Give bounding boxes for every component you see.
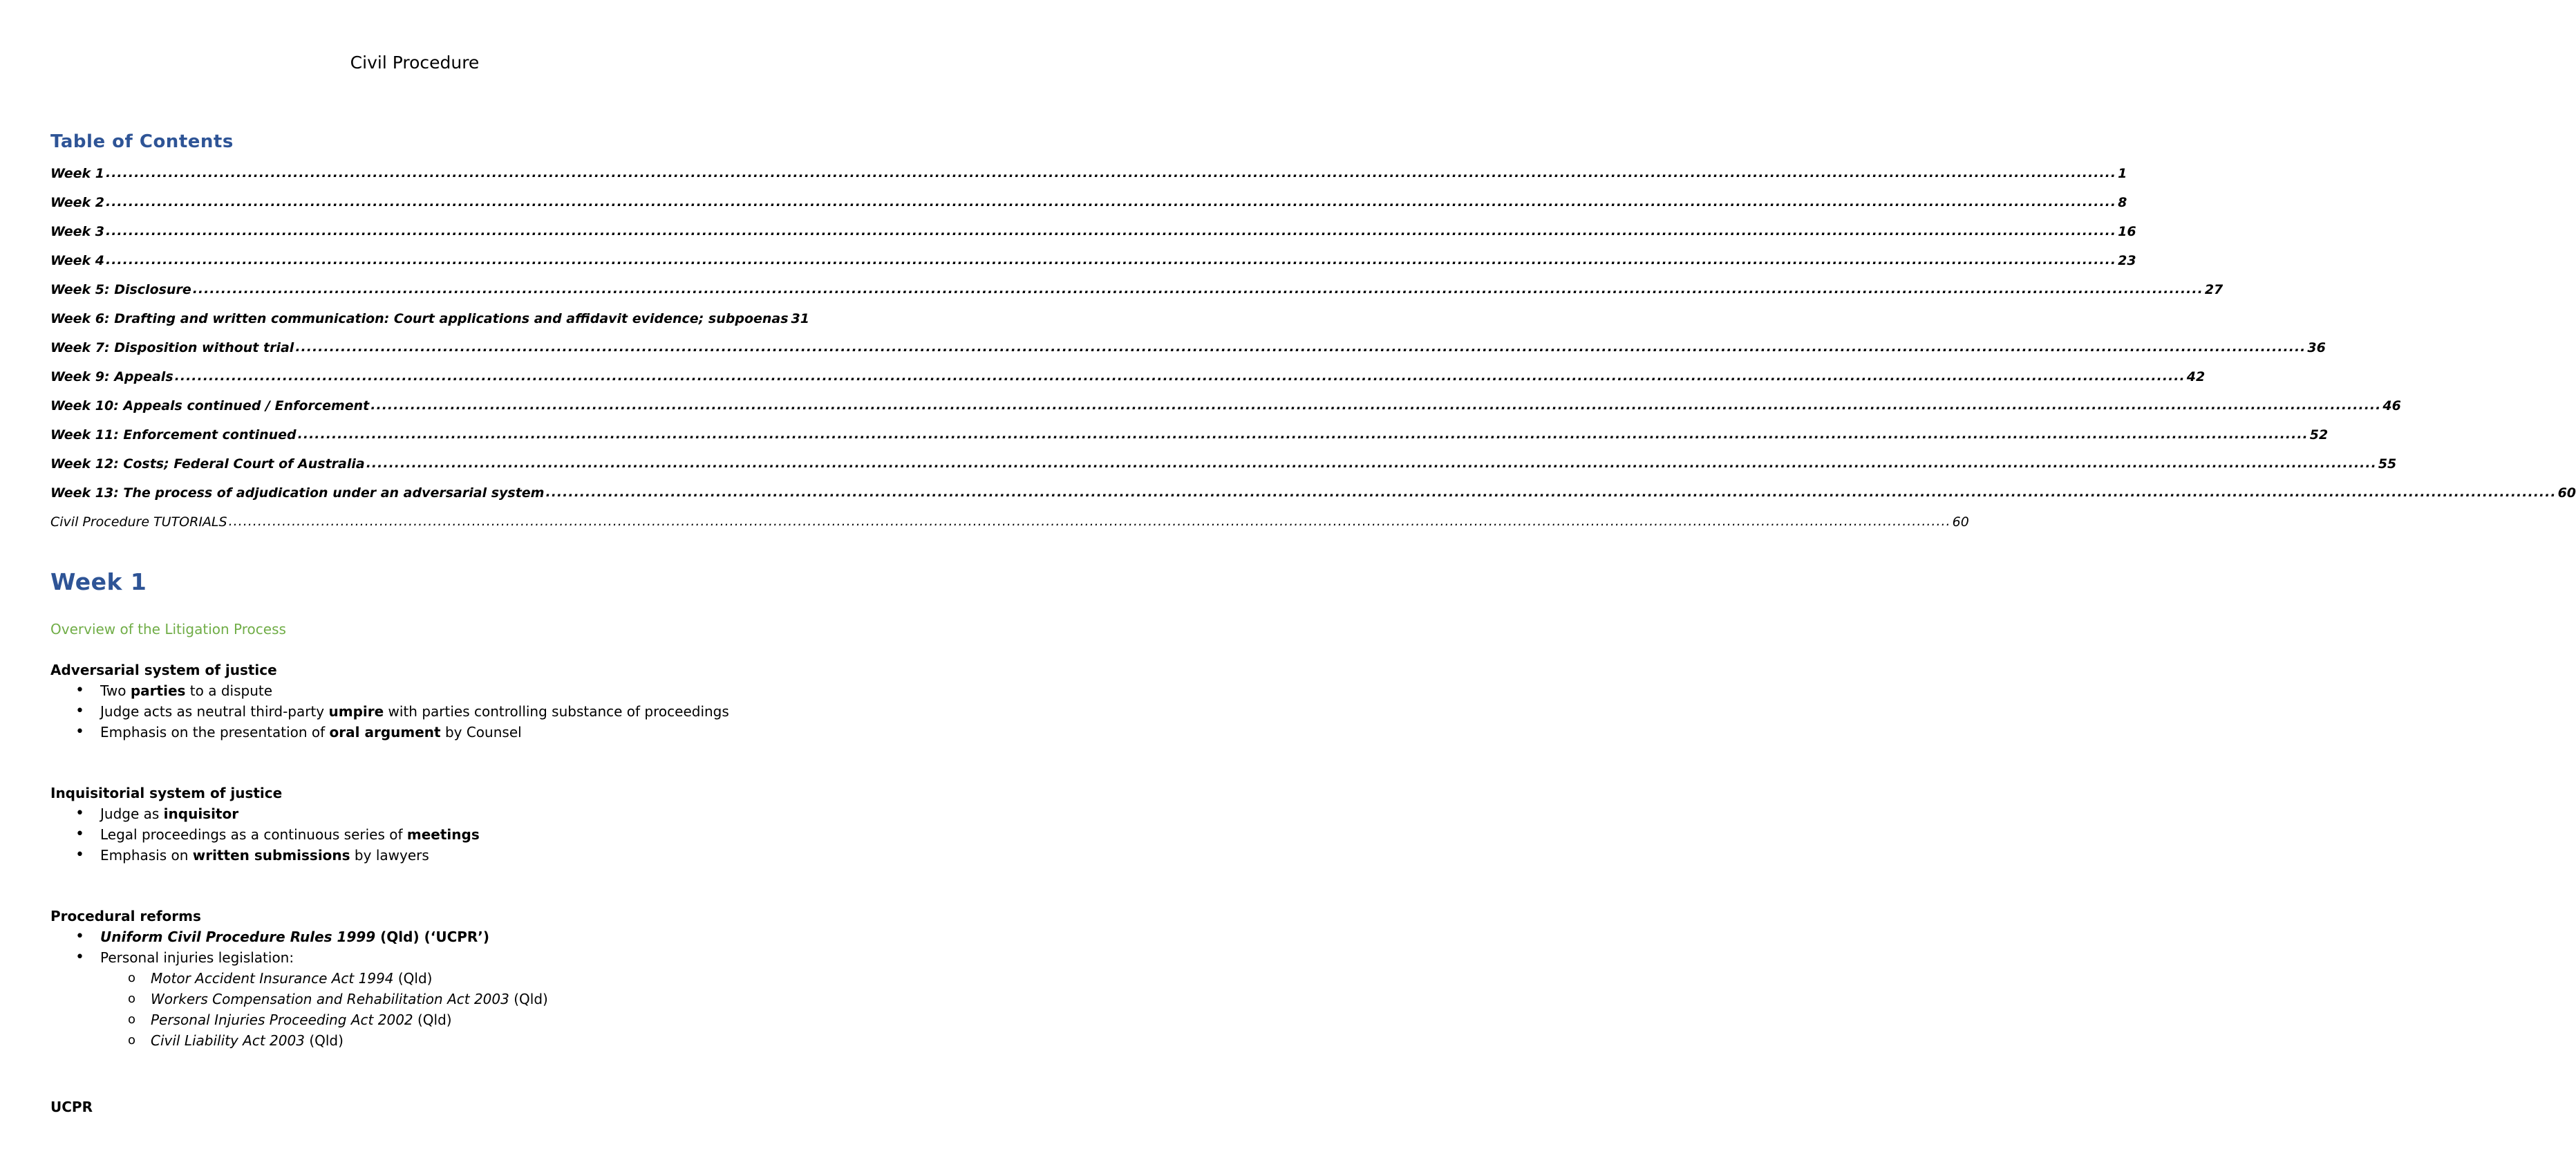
toc-entry-label: Week 3 (50, 224, 104, 239)
toc-leader (106, 223, 2116, 239)
toc-entry[interactable] (50, 340, 2326, 369)
toc-entry-page: 52 (2309, 427, 2329, 442)
toc-entry-page: 27 (2204, 282, 2224, 297)
toc-entry[interactable] (50, 398, 2401, 427)
section-title: Procedural reforms (50, 908, 201, 924)
sub-list-item: o Motor Accident Insurance Act 1994 (Qld) (50, 968, 783, 989)
toc-entry[interactable] (50, 427, 2329, 456)
toc-entry-label: Week 10: Appeals continued / Enforcement (50, 398, 370, 413)
bullet-list (50, 926, 783, 968)
toc-entry-label: Week 12: Costs; Federal Court of Australia (50, 456, 365, 472)
toc-entry-page: 60 (1952, 514, 1969, 530)
toc-entry[interactable] (50, 166, 2127, 195)
sub-bullet-list (50, 968, 783, 1051)
list-item: • Judge as inquisitor (50, 803, 783, 824)
week1-heading: Week 1 (50, 568, 147, 595)
toc-entry-label: Week 9: Appeals (50, 369, 173, 384)
list-item: • Personal injuries legislation: (50, 947, 783, 968)
toc-leader (175, 369, 2185, 384)
section-title: Adversarial system of justice (50, 662, 277, 678)
list-item: • Emphasis on written submissions by lawyers (50, 845, 783, 866)
toc-leader (298, 427, 2309, 442)
sub-list-item: o Workers Compensation and Rehabilitation Act 2003 (Qld) (50, 989, 783, 1009)
toc-entry-label: Week 13: The process of adjudication under an adversarial system (50, 485, 545, 501)
toc-entry[interactable] (50, 282, 2224, 311)
toc-entry-label: Civil Procedure TUTORIALS (50, 514, 227, 530)
toc-leader (229, 514, 1951, 529)
toc-entry[interactable] (50, 253, 2136, 282)
toc-leader (366, 456, 2377, 471)
sub-list-item: o Personal Injuries Proceeding Act 2002 (Qld) (50, 1009, 783, 1030)
toc-entry-page: 1 (2118, 166, 2127, 181)
toc-leader (106, 252, 2116, 268)
adversarial-section (50, 660, 783, 743)
toc-entry-page: 42 (2186, 369, 2206, 384)
sub-list-item: o Civil Liability Act 2003 (Qld) (50, 1030, 783, 1051)
toc-entry-page: 46 (2382, 398, 2401, 413)
list-item: • Judge acts as neutral third-party umpire with parties controlling substance of proceedings (50, 701, 783, 722)
toc-entry-page: 55 (2378, 456, 2397, 472)
list-item: • Uniform Civil Procedure Rules 1999 (Qld) (‘UCPR’) (50, 926, 783, 947)
toc-leader (106, 165, 2116, 180)
toc-entry-page: 23 (2118, 253, 2136, 268)
toc-entry-page: 16 (2118, 224, 2136, 239)
section-title: Inquisitorial system of justice (50, 785, 283, 801)
toc-entry-label: Week 2 (50, 195, 104, 210)
toc-entry-label: Week 6: Drafting and written communication: Court applications and affidavit evidence; subpoenas (50, 311, 789, 326)
toc-entry[interactable] (50, 456, 2397, 485)
toc-entry-page: 31 (791, 311, 809, 326)
list-item: • Two parties to a dispute (50, 680, 783, 701)
toc-entry-label: Week 7: Disposition without trial (50, 340, 294, 355)
list-item: • Legal proceedings as a continuous series of meetings (50, 824, 783, 845)
toc-entry-label: Week 1 (50, 166, 104, 181)
toc-leader (545, 485, 2556, 500)
toc-entry[interactable] (50, 195, 2127, 224)
toc-entry[interactable] (50, 311, 809, 340)
toc-leader (370, 398, 2381, 413)
toc-heading: Table of Contents (50, 131, 234, 152)
toc-entry-label: Week 5: Disclosure (50, 282, 191, 297)
toc-leader (295, 339, 2306, 355)
toc-leader (106, 194, 2116, 209)
section-title: UCPR (50, 1099, 93, 1115)
toc-entry-page: 60 (2557, 485, 2576, 501)
toc-entry[interactable] (50, 485, 2576, 514)
toc-entry-page: 8 (2118, 195, 2127, 210)
toc-entry-label: Week 11: Enforcement continued (50, 427, 297, 442)
inquisitorial-section (50, 783, 783, 866)
bullet-list (50, 680, 783, 743)
week1-subheading: Overview of the Litigation Process (50, 621, 286, 637)
toc-entry[interactable] (50, 369, 2206, 398)
ucpr-section (50, 1097, 783, 1117)
list-item: • Emphasis on the presentation of oral argument by Counsel (50, 722, 783, 743)
toc-entry[interactable] (50, 224, 2136, 253)
toc-entry-label: Week 4 (50, 253, 104, 268)
bullet-list (50, 803, 783, 866)
reforms-section (50, 906, 783, 1051)
toc-entry-page: 36 (2307, 340, 2326, 355)
toc-leader (193, 281, 2203, 297)
table-of-contents (50, 166, 2576, 543)
document-title: Civil Procedure (350, 53, 480, 73)
toc-entry[interactable] (50, 514, 1969, 543)
